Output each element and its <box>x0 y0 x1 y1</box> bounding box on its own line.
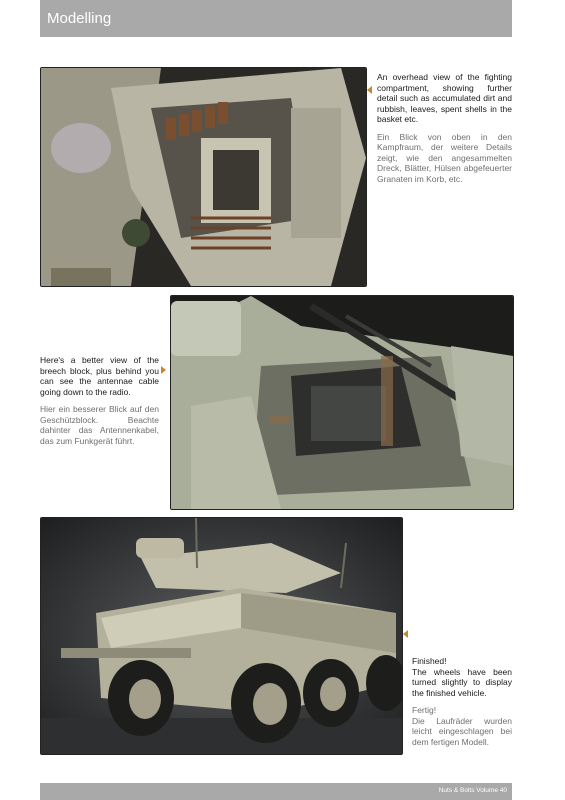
caption-1 <box>377 72 512 184</box>
caption-1-arrow <box>367 86 372 94</box>
caption-3-arrow <box>403 630 408 638</box>
caption-3-german <box>412 705 512 747</box>
footer-publication: Nuts & Bolts Volume 40 <box>438 787 507 794</box>
footer-bar <box>40 783 512 800</box>
caption-3-english-lead: Finished! <box>412 656 447 666</box>
caption-1-english: An overhead view of the fighting compartment, showing further detail such as accumulated dirt and rubbish, leaves, spent shells in the basket etc. <box>377 72 512 124</box>
caption-1-german: Ein Blick von oben in den Kampfraum, der weitere Details zeigt, wie den angesammelten Dreck, Blätter, Hülsen abgefeuerter Granaten im Korb, etc. <box>377 131 512 184</box>
caption-3-english <box>412 656 512 698</box>
photo-breech-block <box>170 295 514 510</box>
photo-fighting-compartment <box>40 67 367 287</box>
section-title: Modelling <box>47 10 112 27</box>
caption-2-german: Hier ein besserer Blick auf den Geschützblock. Beachte dahinter das Antennenkabel, das zum Funkgerät führt. <box>40 404 159 446</box>
caption-2-english: Here's a better view of the breech block, plus behind you can see the antennae cable going down to the radio. <box>40 355 159 397</box>
caption-3-german-lead: Fertig! <box>412 705 437 715</box>
caption-2-arrow <box>161 366 166 374</box>
caption-3-german-body: Die Laufräder wurden leicht eingeschlagen bei dem fertigen Modell. <box>412 715 512 747</box>
photo-finished-vehicle <box>40 517 403 755</box>
header-bar <box>40 0 512 37</box>
caption-2 <box>40 355 159 446</box>
caption-3-english-body: The wheels have been turned slightly to display the finished vehicle. <box>412 666 512 698</box>
caption-3 <box>412 656 512 747</box>
